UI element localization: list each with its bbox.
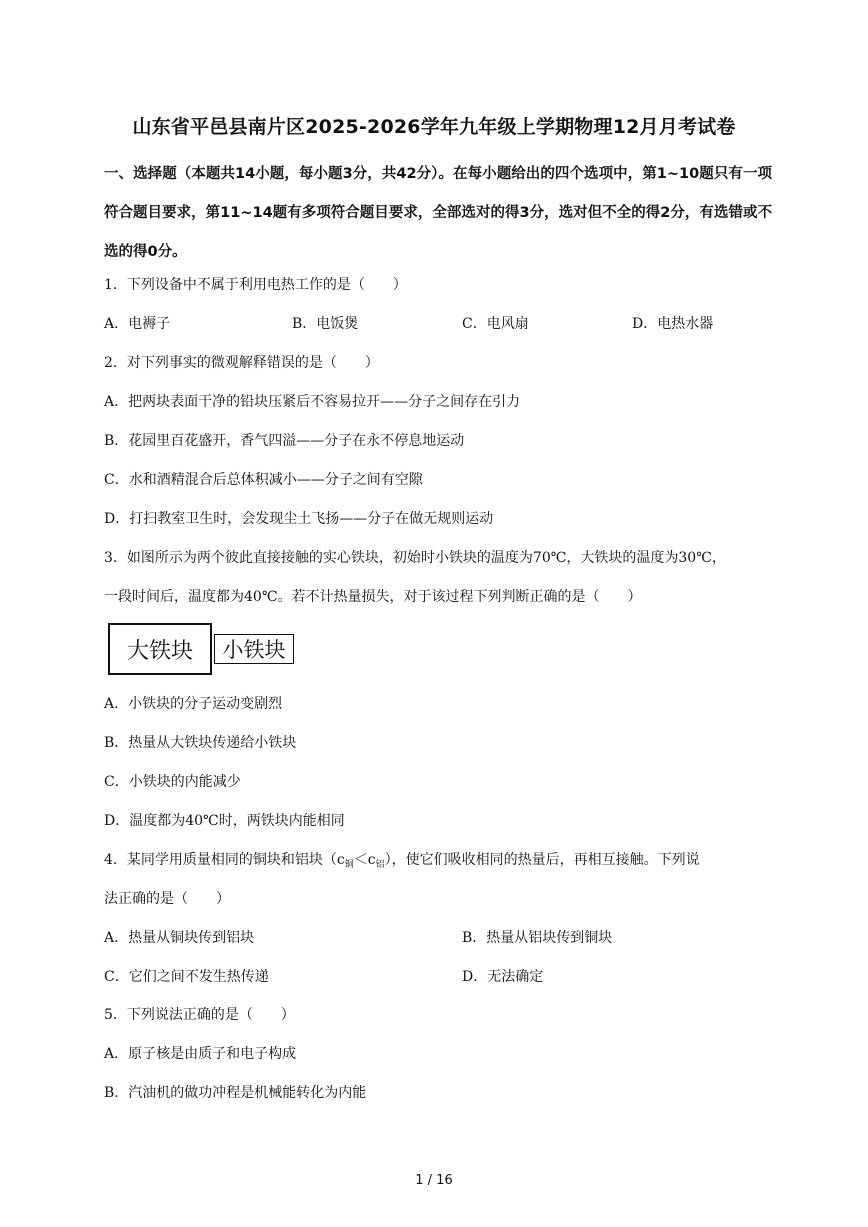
question-5-option-b: B．汽油机的做功冲程是机械能转化为内能 [104,1085,367,1101]
question-3-option-a: A．小铁块的分子运动变剧烈 [104,696,283,712]
question-4-option-c: C．它们之间不发生热传递 [104,969,269,985]
small-iron-block: 小铁块 [214,634,294,664]
question-3-option-c: C．小铁块的内能减少 [104,774,241,790]
question-5-option-a: A．原子核是由质子和电子构成 [104,1046,297,1062]
question-1-option-a: A．电褥子 [104,316,171,332]
question-1-option-c: C．电风扇 [462,316,529,332]
copper-subscript: 铜 [344,860,354,870]
question-4-option-d: D．无法确定 [462,969,544,985]
question-4-stem-part-c: ），使它们吸收相同的热量后，再相互接触。下列说 [384,852,700,868]
question-5-stem: 5．下列说法正确的是（ ） [104,1007,295,1023]
page-title: 山东省平邑县南片区2025-2026学年九年级上学期物理12月月考试卷 [132,116,736,138]
question-2-option-a: A．把两块表面干净的铅块压紧后不容易拉开——分子之间存在引力 [104,394,521,410]
question-3-stem-line-2: 一段时间后，温度都为40℃。若不计热量损失，对于该过程下列判断正确的是（ ） [104,589,642,605]
question-3-option-b: B．热量从大铁块传递给小铁块 [104,735,297,751]
question-4-option-b: B．热量从铝块传到铜块 [462,930,613,946]
question-4-stem-line-1 [104,850,700,875]
question-4-stem-line-2: 法正确的是（ ） [104,891,230,907]
question-1-option-d: D．电热水器 [632,316,714,332]
question-2-option-b: B．花园里百花盛开，香气四溢——分子在永不停息地运动 [104,433,465,449]
question-4-option-a: A．热量从铜块传到铝块 [104,930,255,946]
question-1-option-b: B．电饭煲 [292,316,359,332]
question-2-option-c: C．水和酒精混合后总体积减小——分子之间有空隙 [104,472,423,488]
question-1-stem: 1．下列设备中不属于利用电热工作的是（ ） [104,277,407,293]
aluminum-subscript: 铝 [375,860,385,870]
iron-blocks-figure [108,621,294,677]
question-4-stem-part-a: 4．某同学用质量相同的铜块和铝块（c [104,852,345,868]
question-3-stem-line-1: 3．如图所示为两个彼此直接接触的实心铁块，初始时小铁块的温度为70℃，大铁块的温度为30℃， [104,550,726,566]
question-4-stem-part-b: ＜c [353,852,376,868]
page-number: 1 / 16 [415,1173,453,1188]
section-instructions: 一、选择题（本题共14小题，每小题3分，共42分）。在每小题给出的四个选项中，第1~10题只有一项符合题目要求，第11~14题有多项符合题目要求，全部选对的得3分，选对但不全的得2分，有选错或不选的得0分。 [104,166,772,260]
big-iron-block: 大铁块 [108,623,212,675]
question-3-option-d: D．温度都为40℃时，两铁块内能相同 [104,813,345,829]
question-2-stem: 2．对下列事实的微观解释错误的是（ ） [104,355,379,371]
question-2-option-d: D．打扫教室卫生时，会发现尘土飞扬——分子在做无规则运动 [104,511,494,527]
